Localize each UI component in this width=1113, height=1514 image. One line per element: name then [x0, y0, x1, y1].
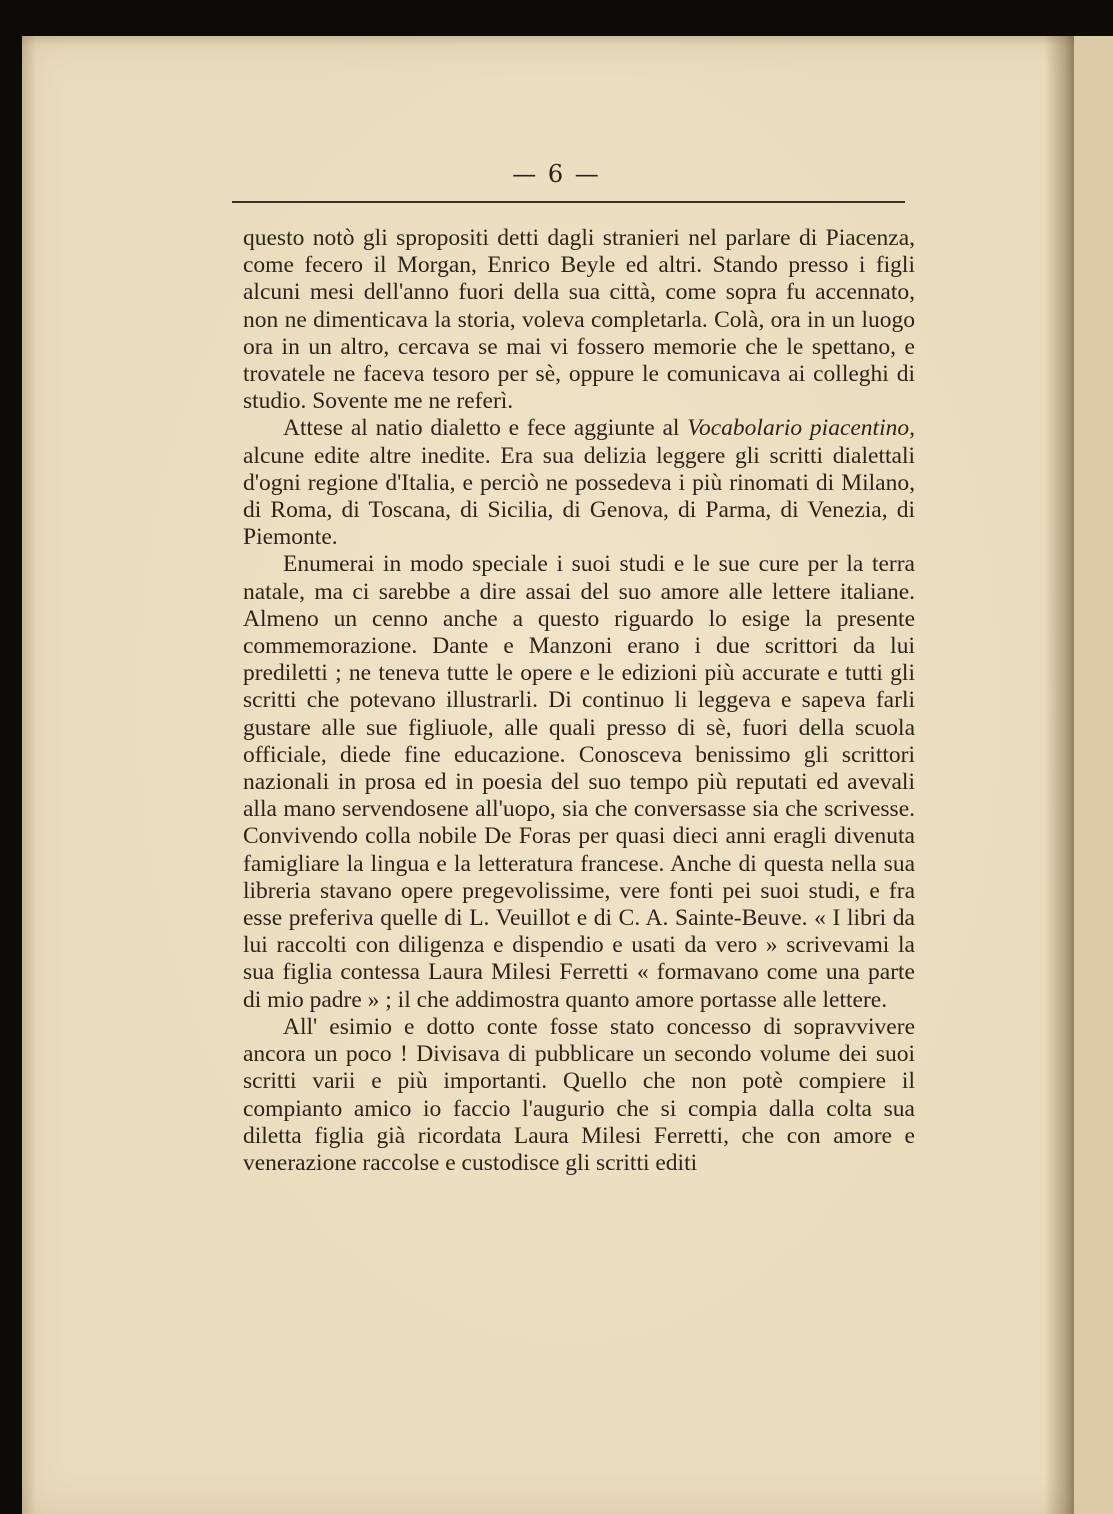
facing-page-edge [1074, 36, 1113, 1514]
body-text [243, 225, 915, 1177]
page-fold-shadow [1044, 36, 1074, 1514]
paragraph-text: Enumerai in modo speciale i suoi studi e le sue cure per la terra natale, ma ci sarebbe a dire assai del suo amore alle lettere italiane. Almeno un cenno anche a questo riguardo lo esige la presente commemorazione. Dante e Manzoni erano i due scrittori da lui prediletti ; ne teneva tutte le opere e le edizioni più accurate e tutti gli scritti che potevano illustrarli. Di continuo li leggeva e sapeva farli gustare alle sue figliuole, alle quali presso di sè, fuori della scuola officiale, diede fine educazione. Conosceva benissimo gli scrittori nazionali in prosa ed in poesia del suo tempo più reputati ed avevali alla mano servendosene all'uopo, sia che conversasse sia che scrivesse. Convivendo colla nobile De Foras per quasi dieci anni eragli divenuta famigliare la lingua e la letteratura francese. Anche di questa nella sua libreria stavano opere pregevolissime, vere fonti pei suoi studi, e fra esse preferiva quelle di L. Veuillot e di C. A. Sainte-Beuve. « I libri da lui raccolti con diligenza e dispendio e usati da vero » scrivevami la sua figlia contessa Laura Milesi Ferretti « formavano come una parte di mio padre » ; il che addimostra quanto amore portasse alle lettere. [243, 551, 915, 1013]
paragraph-text: Attese al natio dialetto e fece aggiunte al [283, 415, 688, 442]
paragraph-4 [243, 1014, 915, 1177]
paragraph-text: All' esimio e dotto conte fosse stato concesso di sopravvivere ancora un poco ! Divisava di pubblicare un secondo volume dei suoi scritti varii e più importanti. Quello che non potè compiere il compianto amico io faccio l'augurio che si compia dalla colta sua diletta figlia già ricordata Laura Milesi Ferretti, che con amore e venerazione raccolse e custodisce gli scritti editi [243, 1013, 915, 1176]
italic-title: Vocabolario piacentino, [687, 415, 915, 442]
header-rule [232, 201, 905, 203]
paragraph-text: questo notò gli spropositi detti dagli stranieri nel parlare di Piacenza, come fecero il Morgan, Enrico Beyle ed altri. Stando presso i figli alcuni mesi dell'anno fuori della sua città, come sopra fu accennato, non ne dimenticava la storia, voleva completarla. Colà, ora in un luogo ora in un altro, cercava se mai vi fossero memorie che le spettano, e trovatele ne faceva tesoro per sè, oppure le comunicava ai colleghi di studio. Sovente me ne referì. [243, 225, 915, 415]
paragraph-2 [243, 415, 915, 551]
paragraph-text: alcune edite altre inedite. Era sua delizia leggere gli scritti dialettali d'ogni regione d'Italia, e perciò ne possedeva i più rinomati di Milano, di Roma, di Toscana, di Sicilia, di Genova, di Parma, di Venezia, di Piemonte. [243, 442, 915, 551]
paragraph-3 [243, 551, 915, 1013]
page-number: — 6 — [512, 160, 601, 188]
paragraph-1 [243, 225, 915, 415]
